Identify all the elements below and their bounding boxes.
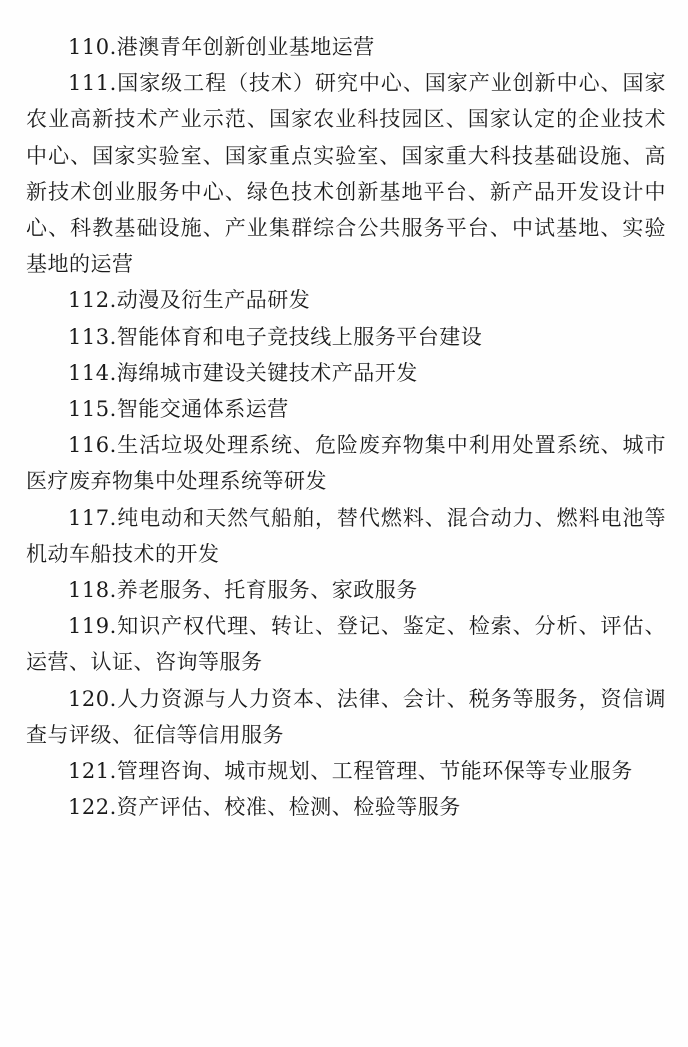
list-item: 115.智能交通体系运营 xyxy=(68,397,289,422)
list-item: 112.动漫及衍生产品研发 xyxy=(68,288,311,313)
document-body xyxy=(26,29,666,825)
list-item: 114.海绵城市建设关键技术产品开发 xyxy=(68,360,418,385)
list-item: 111.国家级工程（技术）研究中心、国家产业创新中心、国家农业高新技术产业示范、国家农业科技园区、国家认定的企业技术中心、国家实验室、国家重点实验室、国家重大科技基础设施、高新技术创业服务中心、绿色技术创新基地平台、新产品开发设计中心、科教基础设施、产业集群综合公共服务平台、中试基地、实验基地的运营 xyxy=(26,71,666,277)
list-item: 113.智能体育和电子竞技线上服务平台建设 xyxy=(68,324,483,349)
list-item: 110.港澳青年创新创业基地运营 xyxy=(68,35,375,59)
list-item: 118.养老服务、托育服务、家政服务 xyxy=(68,578,418,603)
list-item: 121.管理咨询、城市规划、工程管理、节能环保等专业服务 xyxy=(68,759,633,784)
list-item: 117.纯电动和天然气船舶，替代燃料、混合动力、燃料电池等机动车船技术的开发 xyxy=(26,505,666,566)
list-item: 120.人力资源与人力资本、法律、会计、税务等服务，资信调查与评级、征信等信用服务 xyxy=(26,686,666,747)
list-item: 116.生活垃圾处理系统、危险废弃物集中利用处置系统、城市医疗废弃物集中处理系统等研发 xyxy=(26,433,666,494)
list-item: 122.资产评估、校准、检测、检验等服务 xyxy=(68,795,461,820)
list-item: 119.知识产权代理、转让、登记、鉴定、检索、分析、评估、运营、认证、咨询等服务 xyxy=(26,614,666,675)
